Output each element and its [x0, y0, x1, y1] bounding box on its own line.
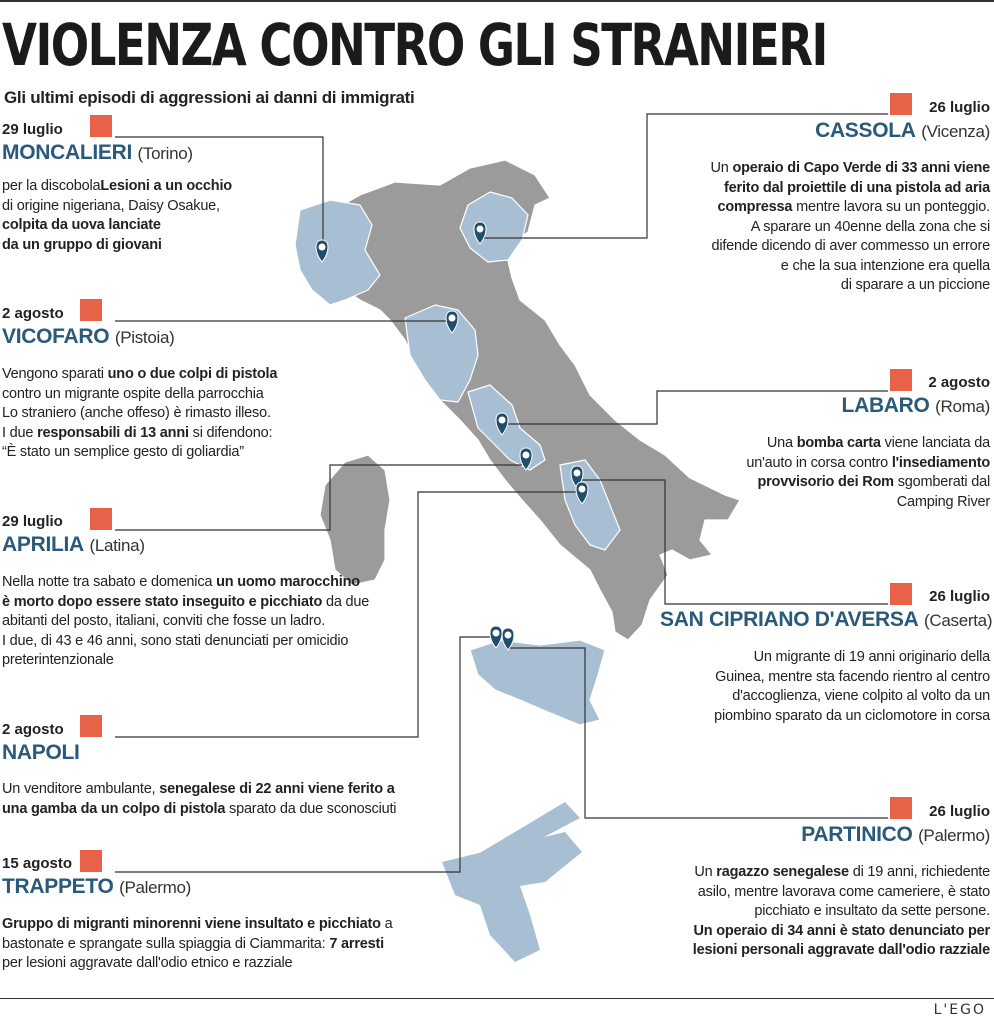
description-line	[594, 257, 990, 277]
description-line	[2, 177, 302, 197]
episode-place	[2, 740, 452, 766]
plain-text: a	[380, 916, 393, 932]
episode-description	[2, 915, 442, 974]
plain-text: Un migrante di 19 anni originario della	[753, 649, 990, 665]
episode-description	[660, 648, 990, 726]
episode-date: 15 agosto	[2, 855, 73, 872]
plain-text: per la discobola	[2, 178, 101, 194]
episode-place	[2, 874, 442, 901]
plain-text: Lo straniero (anche offeso) è rimasto illeso.	[2, 405, 271, 421]
plain-text: I due, di 43 e 46 anni, sono stati denunciati per omicidio	[2, 632, 349, 649]
description-line	[650, 434, 990, 454]
city-name: APRILIA	[2, 533, 84, 556]
description-line	[594, 179, 990, 199]
plain-text: piombino sparato da un ciclomotore in corsa	[714, 707, 990, 724]
description-line	[2, 915, 442, 935]
plain-text: di 19 anni, richiedente	[852, 864, 990, 880]
bold-text: una gamba da un colpo di pistola	[2, 800, 226, 817]
city-name: VICOFARO	[2, 325, 110, 348]
episode-vicofaro	[2, 304, 332, 463]
bottom-rule	[0, 998, 994, 999]
description-line	[650, 454, 990, 474]
plain-text: Un	[694, 864, 717, 880]
province-name: (Roma)	[935, 397, 990, 416]
episode-partinico	[620, 802, 990, 961]
description-line	[2, 236, 302, 256]
province-name: (Pistoia)	[114, 328, 175, 347]
plain-text: Camping River	[896, 493, 990, 510]
bold-text: da un gruppo di giovani	[2, 236, 162, 253]
plain-text: d'accoglienza, viene colpito al volto da un	[732, 688, 990, 704]
page-title: VIOLENZA CONTRO GLI STRANIERI	[2, 11, 827, 79]
plain-text: viene lanciata da	[880, 435, 990, 451]
description-line	[2, 612, 422, 632]
city-name: MONCALIERI	[2, 141, 132, 164]
bold-text: lesioni personali aggravate dall'odio razziale	[692, 942, 990, 958]
episode-date: 26 luglio	[929, 803, 990, 820]
episode-description	[650, 434, 990, 512]
bold-text: compressa	[717, 199, 793, 215]
episode-place	[650, 393, 990, 420]
episode-place	[2, 140, 302, 167]
episode-description	[2, 177, 302, 255]
episode-date: 26 luglio	[929, 588, 990, 605]
plain-text: Un	[710, 160, 733, 176]
plain-text: di sparare a un piccione	[840, 277, 990, 293]
description-line	[2, 424, 332, 444]
episode-place	[620, 822, 990, 849]
description-line	[660, 668, 990, 688]
description-line	[2, 365, 332, 385]
province-name: (Caserta)	[924, 611, 993, 630]
description-line	[620, 863, 990, 883]
episode-napoli	[2, 720, 452, 819]
plain-text: sgomberati dal	[893, 474, 990, 490]
description-line	[2, 780, 452, 800]
plain-text: “È stato un semplice gesto di goliardia”	[2, 444, 244, 460]
pistol-silhouette	[442, 802, 582, 962]
episode-trappeto	[2, 854, 442, 974]
province-name: (Palermo)	[918, 826, 990, 845]
bold-text: è morto dopo essere stato inseguito e picchiato	[2, 593, 323, 610]
province-name: (Palermo)	[119, 878, 192, 897]
bold-text: responsabili di 13 anni	[37, 424, 189, 441]
plain-text: da due	[322, 593, 370, 610]
plain-text: per lesioni aggravate dall'odio etnico e razziale	[2, 955, 293, 971]
description-line	[650, 493, 990, 513]
description-line	[594, 159, 990, 179]
plain-text: Una	[766, 435, 797, 451]
plain-text: preterintenzionale	[2, 652, 114, 668]
description-line	[594, 218, 990, 238]
description-line	[2, 632, 422, 652]
episode-place	[2, 532, 422, 559]
episode-description	[2, 780, 452, 819]
plain-text: Guinea, mentre sta facendo rientro al centro	[715, 668, 990, 685]
description-line	[660, 707, 990, 727]
province-name: (Latina)	[89, 536, 145, 555]
description-line	[2, 443, 332, 463]
bold-text: ferito dal proiettile di una pistola ad aria	[724, 179, 990, 196]
episode-place	[660, 607, 993, 634]
episode-date: 2 agosto	[2, 721, 64, 738]
plain-text: abitanti del posto, italiani, conviti che fosse un ladro.	[2, 613, 326, 629]
plain-text: Un venditore ambulante,	[2, 781, 160, 797]
episode-description	[620, 863, 990, 961]
description-line	[2, 935, 442, 955]
bold-text: un uomo marocchino	[216, 574, 360, 590]
description-line	[620, 941, 990, 961]
page-subtitle: Gli ultimi episodi di aggressioni ai danni di immigrati	[4, 88, 415, 107]
plain-text: mentre lavora su un ponteggio.	[792, 199, 990, 215]
plain-text: di origine nigeriana, Daisy Osakue,	[2, 197, 220, 214]
episode-description	[594, 159, 990, 296]
bold-text: Un operaio di 34 anni è stato denunciato per	[693, 922, 990, 939]
bold-text: operaio di Capo Verde di 33 anni viene	[732, 160, 990, 176]
description-line	[594, 198, 990, 218]
description-line	[660, 648, 990, 668]
episode-cassola	[594, 98, 990, 296]
plain-text: A sparare un 40enne della zona che si	[750, 218, 990, 235]
description-line	[594, 276, 990, 296]
episode-date: 2 agosto	[2, 305, 64, 322]
description-line	[2, 800, 452, 820]
description-line	[2, 651, 422, 671]
bold-text: senegalese di 22 anni viene ferito a	[159, 781, 395, 797]
province-name: (Vicenza)	[921, 122, 990, 141]
description-line	[660, 687, 990, 707]
city-name: CASSOLA	[815, 119, 916, 142]
bold-text: Gruppo di migranti minorenni viene insultato e picchiato	[2, 916, 381, 932]
plain-text: picchiato e insultato da sette persone.	[754, 903, 990, 919]
episode-description	[2, 573, 422, 671]
city-name: LABARO	[841, 394, 930, 417]
plain-text: contro un migrante ospite della parrocchia	[2, 385, 264, 402]
plain-text: asilo, mentre lavorava come cameriere, è stato	[697, 883, 990, 900]
description-line	[594, 237, 990, 257]
bold-text: ragazzo senegalese	[716, 864, 853, 880]
description-line	[620, 902, 990, 922]
plain-text: difende dicendo di aver commesso un errore	[711, 238, 990, 254]
description-line	[2, 385, 332, 405]
episode-labaro	[650, 373, 990, 512]
episode-place	[594, 118, 990, 145]
plain-text: e che la sua intenzione era quella	[780, 257, 990, 274]
episode-date: 2 agosto	[928, 374, 990, 391]
city-name: NAPOLI	[2, 741, 80, 764]
plain-text: Nella notte tra sabato e domenica	[2, 574, 217, 590]
episode-moncalieri	[2, 120, 302, 255]
bold-text: 7 arresti	[329, 935, 384, 952]
plain-text: sparato da due sconosciuti	[225, 800, 397, 817]
description-line	[650, 473, 990, 493]
city-name: SAN CIPRIANO D'AVERSA	[660, 608, 919, 631]
province-name: (Torino)	[137, 144, 193, 163]
bold-text: Lesioni a un occhio	[100, 178, 232, 194]
plain-text: bastonate e sprangate sulla spiaggia di Ciammarita:	[2, 935, 330, 952]
description-line	[620, 883, 990, 903]
episode-aprilia	[2, 512, 422, 671]
plain-text: si difendono:	[188, 424, 273, 441]
city-name: TRAPPETO	[2, 875, 114, 898]
description-line	[620, 922, 990, 942]
bold-text: l'insediamento	[891, 454, 990, 471]
plain-text: Vengono sparati	[2, 366, 108, 382]
description-line	[2, 216, 302, 236]
bold-text: colpita da uova lanciate	[2, 217, 161, 233]
description-line	[2, 573, 422, 593]
plain-text: un'auto in corsa contro	[746, 454, 892, 471]
episode-date: 29 luglio	[2, 513, 63, 530]
bold-text: bomba carta	[796, 435, 881, 451]
description-line	[2, 197, 302, 217]
episode-place	[2, 324, 332, 351]
bold-text: uno o due colpi di pistola	[107, 366, 278, 382]
description-line	[2, 593, 422, 613]
bold-text: provvisorio dei Rom	[757, 474, 894, 490]
publisher-credit: L'EGO	[933, 1002, 986, 1018]
episode-description	[2, 365, 332, 463]
description-line	[2, 954, 442, 974]
episode-date: 26 luglio	[929, 99, 990, 116]
plain-text: I due	[2, 424, 38, 441]
city-name: PARTINICO	[801, 823, 913, 846]
description-line	[2, 404, 332, 424]
episode-sancipriano	[660, 587, 993, 726]
episode-date: 29 luglio	[2, 121, 63, 138]
